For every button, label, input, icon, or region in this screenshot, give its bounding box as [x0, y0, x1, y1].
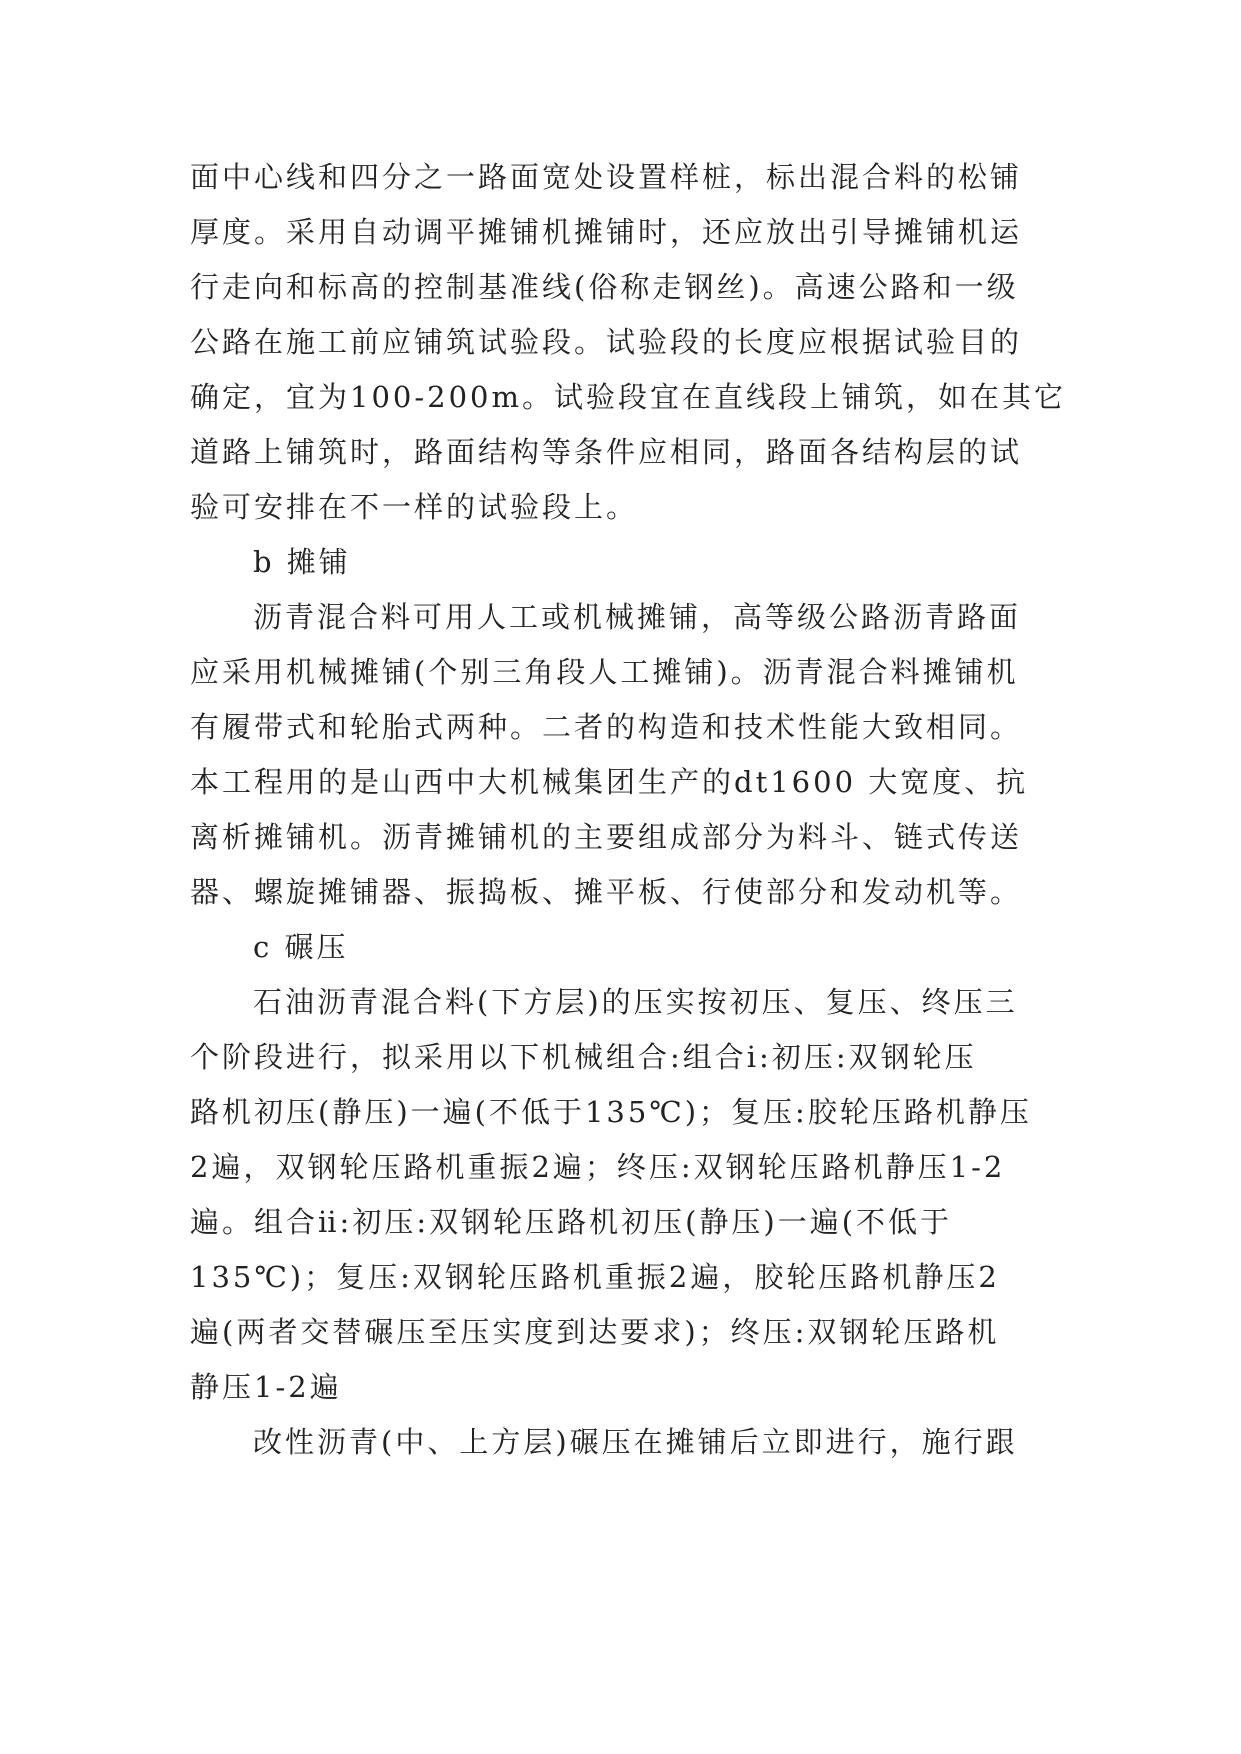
text-line: 离析摊铺机。沥青摊铺机的主要组成部分为料斗、链式传送 — [190, 820, 1023, 854]
text-line: 公路在施工前应铺筑试验段。试验段的长度应根据试验目的 — [190, 325, 1023, 359]
text-line: 有履带式和轮胎式两种。二者的构造和技术性能大致相同。 — [190, 710, 1023, 744]
text-line: 厚度。采用自动调平摊铺机摊铺时，还应放出引导摊铺机运 — [190, 215, 1023, 249]
text-line: 道路上铺筑时，路面结构等条件应相同，路面各结构层的试 — [190, 435, 1023, 469]
text-line: 本工程用的是山西中大机械集团生产的dt1600 大宽度、抗 — [190, 765, 1029, 799]
text-line: 器、螺旋摊铺器、振捣板、摊平板、行使部分和发动机等。 — [190, 875, 1023, 909]
section-heading-b: b 摊铺 — [253, 545, 351, 579]
text-line: 静压1-2遍 — [190, 1370, 342, 1404]
text-line: 遍。组合ⅱ:初压:双钢轮压路机初压(静压)一遍(不低于 — [190, 1205, 953, 1239]
text-line: 135℃)；复压:双钢轮压路机重振2遍，胶轮压路机静压2 — [190, 1260, 1000, 1294]
text-line: 路机初压(静压)一遍(不低于135℃)；复压:胶轮压路机静压 — [190, 1095, 1032, 1129]
text-line: 确定，宜为100-200m。试验段宜在直线段上铺筑，如在其它 — [190, 380, 1067, 414]
text-line: 沥青混合料可用人工或机械摊铺，高等级公路沥青路面 — [253, 600, 1022, 634]
text-line: 个阶段进行，拟采用以下机械组合:组合ⅰ:初压:双钢轮压 — [190, 1040, 977, 1074]
text-line: 改性沥青(中、上方层)碾压在摊铺后立即进行，施行跟 — [253, 1425, 1018, 1459]
text-line: 面中心线和四分之一路面宽处设置样桩，标出混合料的松铺 — [190, 160, 1023, 194]
section-heading-c: c 碾压 — [253, 930, 349, 964]
text-line: 行走向和标高的控制基准线(俗称走钢丝)。高速公路和一级 — [190, 270, 1019, 304]
text-line: 应采用机械摊铺(个别三角段人工摊铺)。沥青混合料摊铺机 — [190, 655, 1019, 689]
text-line: 验可安排在不一样的试验段上。 — [190, 490, 639, 524]
text-line: 2遍，双钢轮压路机重振2遍；终压:双钢轮压路机静压1-2 — [190, 1150, 1006, 1184]
text-line: 石油沥青混合料(下方层)的压实按初压、复压、终压三 — [253, 985, 1018, 1019]
body-text — [190, 150, 1067, 1470]
text-line: 遍(两者交替碾压至压实度到达要求)；终压:双钢轮压路机 — [190, 1315, 1000, 1349]
